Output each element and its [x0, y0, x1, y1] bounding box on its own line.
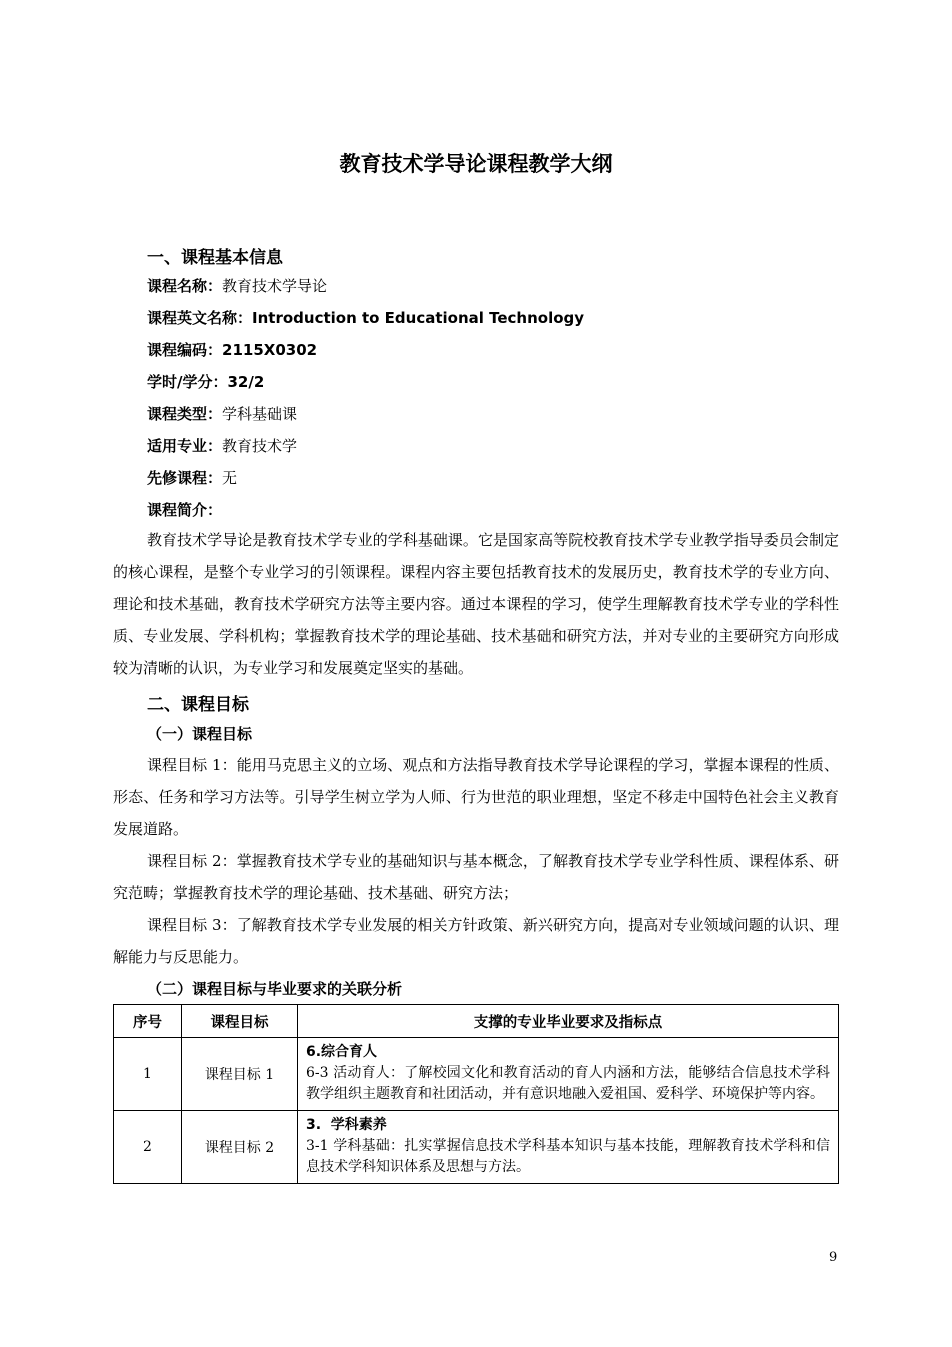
- requirement-text: 3-1 学科基础：扎实掌握信息技术学科基本知识与基本技能，理解教育技术学科和信息技术学科知识体系及思想与方法。: [306, 1138, 830, 1175]
- header-goal: 课程目标: [182, 1005, 298, 1038]
- field-prerequisite: [147, 467, 237, 488]
- section-heading-basic-info: 一、课程基本信息: [147, 248, 283, 268]
- field-value: 32/2: [227, 373, 265, 391]
- row-goal: 课程目标 1: [182, 1038, 298, 1111]
- row-no: 1: [114, 1038, 182, 1111]
- row-goal: 课程目标 2: [182, 1111, 298, 1184]
- table-row: [114, 1111, 839, 1184]
- field-major: [147, 435, 297, 456]
- subsection-heading-goals: （一）课程目标: [147, 725, 253, 743]
- intro-paragraph: 教育技术学导论是教育技术学专业的学科基础课。它是国家高等院校教育技术学专业教学指导委员会制定的核心课程，是整个专业学习的引领课程。课程内容主要包括教育技术的发展历史，教育技术学的专业方向、理论和技术基础，教育技术学研究方法等主要内容。通过本课程的学习，使学生理解教育技术学专业的学科性质、专业发展、学科机构；掌握教育技术学的理论基础、技术基础和研究方法，并对专业的主要研究方向形成较为清晰的认识，为专业学习和发展奠定坚实的基础。: [113, 531, 839, 677]
- header-requirement: 支撑的专业毕业要求及指标点: [298, 1005, 839, 1038]
- header-no: 序号: [114, 1005, 182, 1038]
- field-value: 教育技术学导论: [222, 277, 328, 295]
- requirement-text: 6-3 活动育人：了解校园文化和教育活动的育人内涵和方法，能够结合信息技术学科教学组织主题教育和社团活动，并有意识地融入爱祖国、爱科学、环境保护等内容。: [306, 1065, 830, 1102]
- field-label: 先修课程：: [147, 469, 223, 487]
- field-value: 无: [222, 469, 238, 487]
- goal-paragraph-1: 课程目标 1：能用马克思主义的立场、观点和方法指导教育技术学导论课程的学习，掌握本课程的性质、形态、任务和学习方法等。引导学生树立学为人师、行为世范的职业理想，坚定不移走中国特色社会主义教育发展道路。: [113, 756, 839, 838]
- goal-paragraph-3: 课程目标 3：了解教育技术学专业发展的相关方针政策、新兴研究方向，提高对专业领域问题的认识、理解能力与反思能力。: [113, 916, 839, 966]
- field-course-name: [147, 275, 327, 296]
- field-label: 课程编码：: [147, 341, 223, 359]
- row-requirement: [298, 1038, 839, 1111]
- field-label: 课程简介：: [147, 501, 223, 519]
- field-label: 课程名称：: [147, 277, 223, 295]
- requirement-title: 3. 学科素养: [306, 1117, 387, 1133]
- field-intro: [147, 499, 222, 520]
- goal-paragraph-2: 课程目标 2：掌握教育技术学专业的基础知识与基本概念，了解教育技术学专业学科性质、课程体系、研究范畴；掌握教育技术学的理论基础、技术基础、研究方法；: [113, 852, 839, 902]
- page-number: 9: [829, 1250, 838, 1265]
- section-heading-objectives: 二、课程目标: [147, 695, 249, 715]
- field-course-type: [147, 403, 297, 424]
- row-requirement: [298, 1111, 839, 1184]
- subsection-heading-mapping: （二）课程目标与毕业要求的关联分析: [147, 980, 403, 998]
- field-value: 2115X0302: [222, 341, 318, 359]
- field-label: 课程类型：: [147, 405, 223, 423]
- field-label: 课程英文名称：: [147, 309, 253, 327]
- document-title: 教育技术学导论课程教学大纲: [339, 152, 613, 176]
- field-label: 学时/学分：: [147, 373, 228, 391]
- row-no: 2: [114, 1111, 182, 1184]
- field-course-code: [147, 339, 317, 360]
- field-english-name: [147, 307, 584, 328]
- field-value: 学科基础课: [222, 405, 298, 423]
- requirements-table: [113, 1004, 839, 1184]
- field-label: 适用专业：: [147, 437, 223, 455]
- table-header-row: [114, 1005, 839, 1038]
- table-row: [114, 1038, 839, 1111]
- field-hours-credits: [147, 371, 264, 392]
- requirement-title: 6.综合育人: [306, 1044, 378, 1060]
- field-value: Introduction to Educational Technology: [252, 309, 585, 327]
- field-value: 教育技术学: [222, 437, 298, 455]
